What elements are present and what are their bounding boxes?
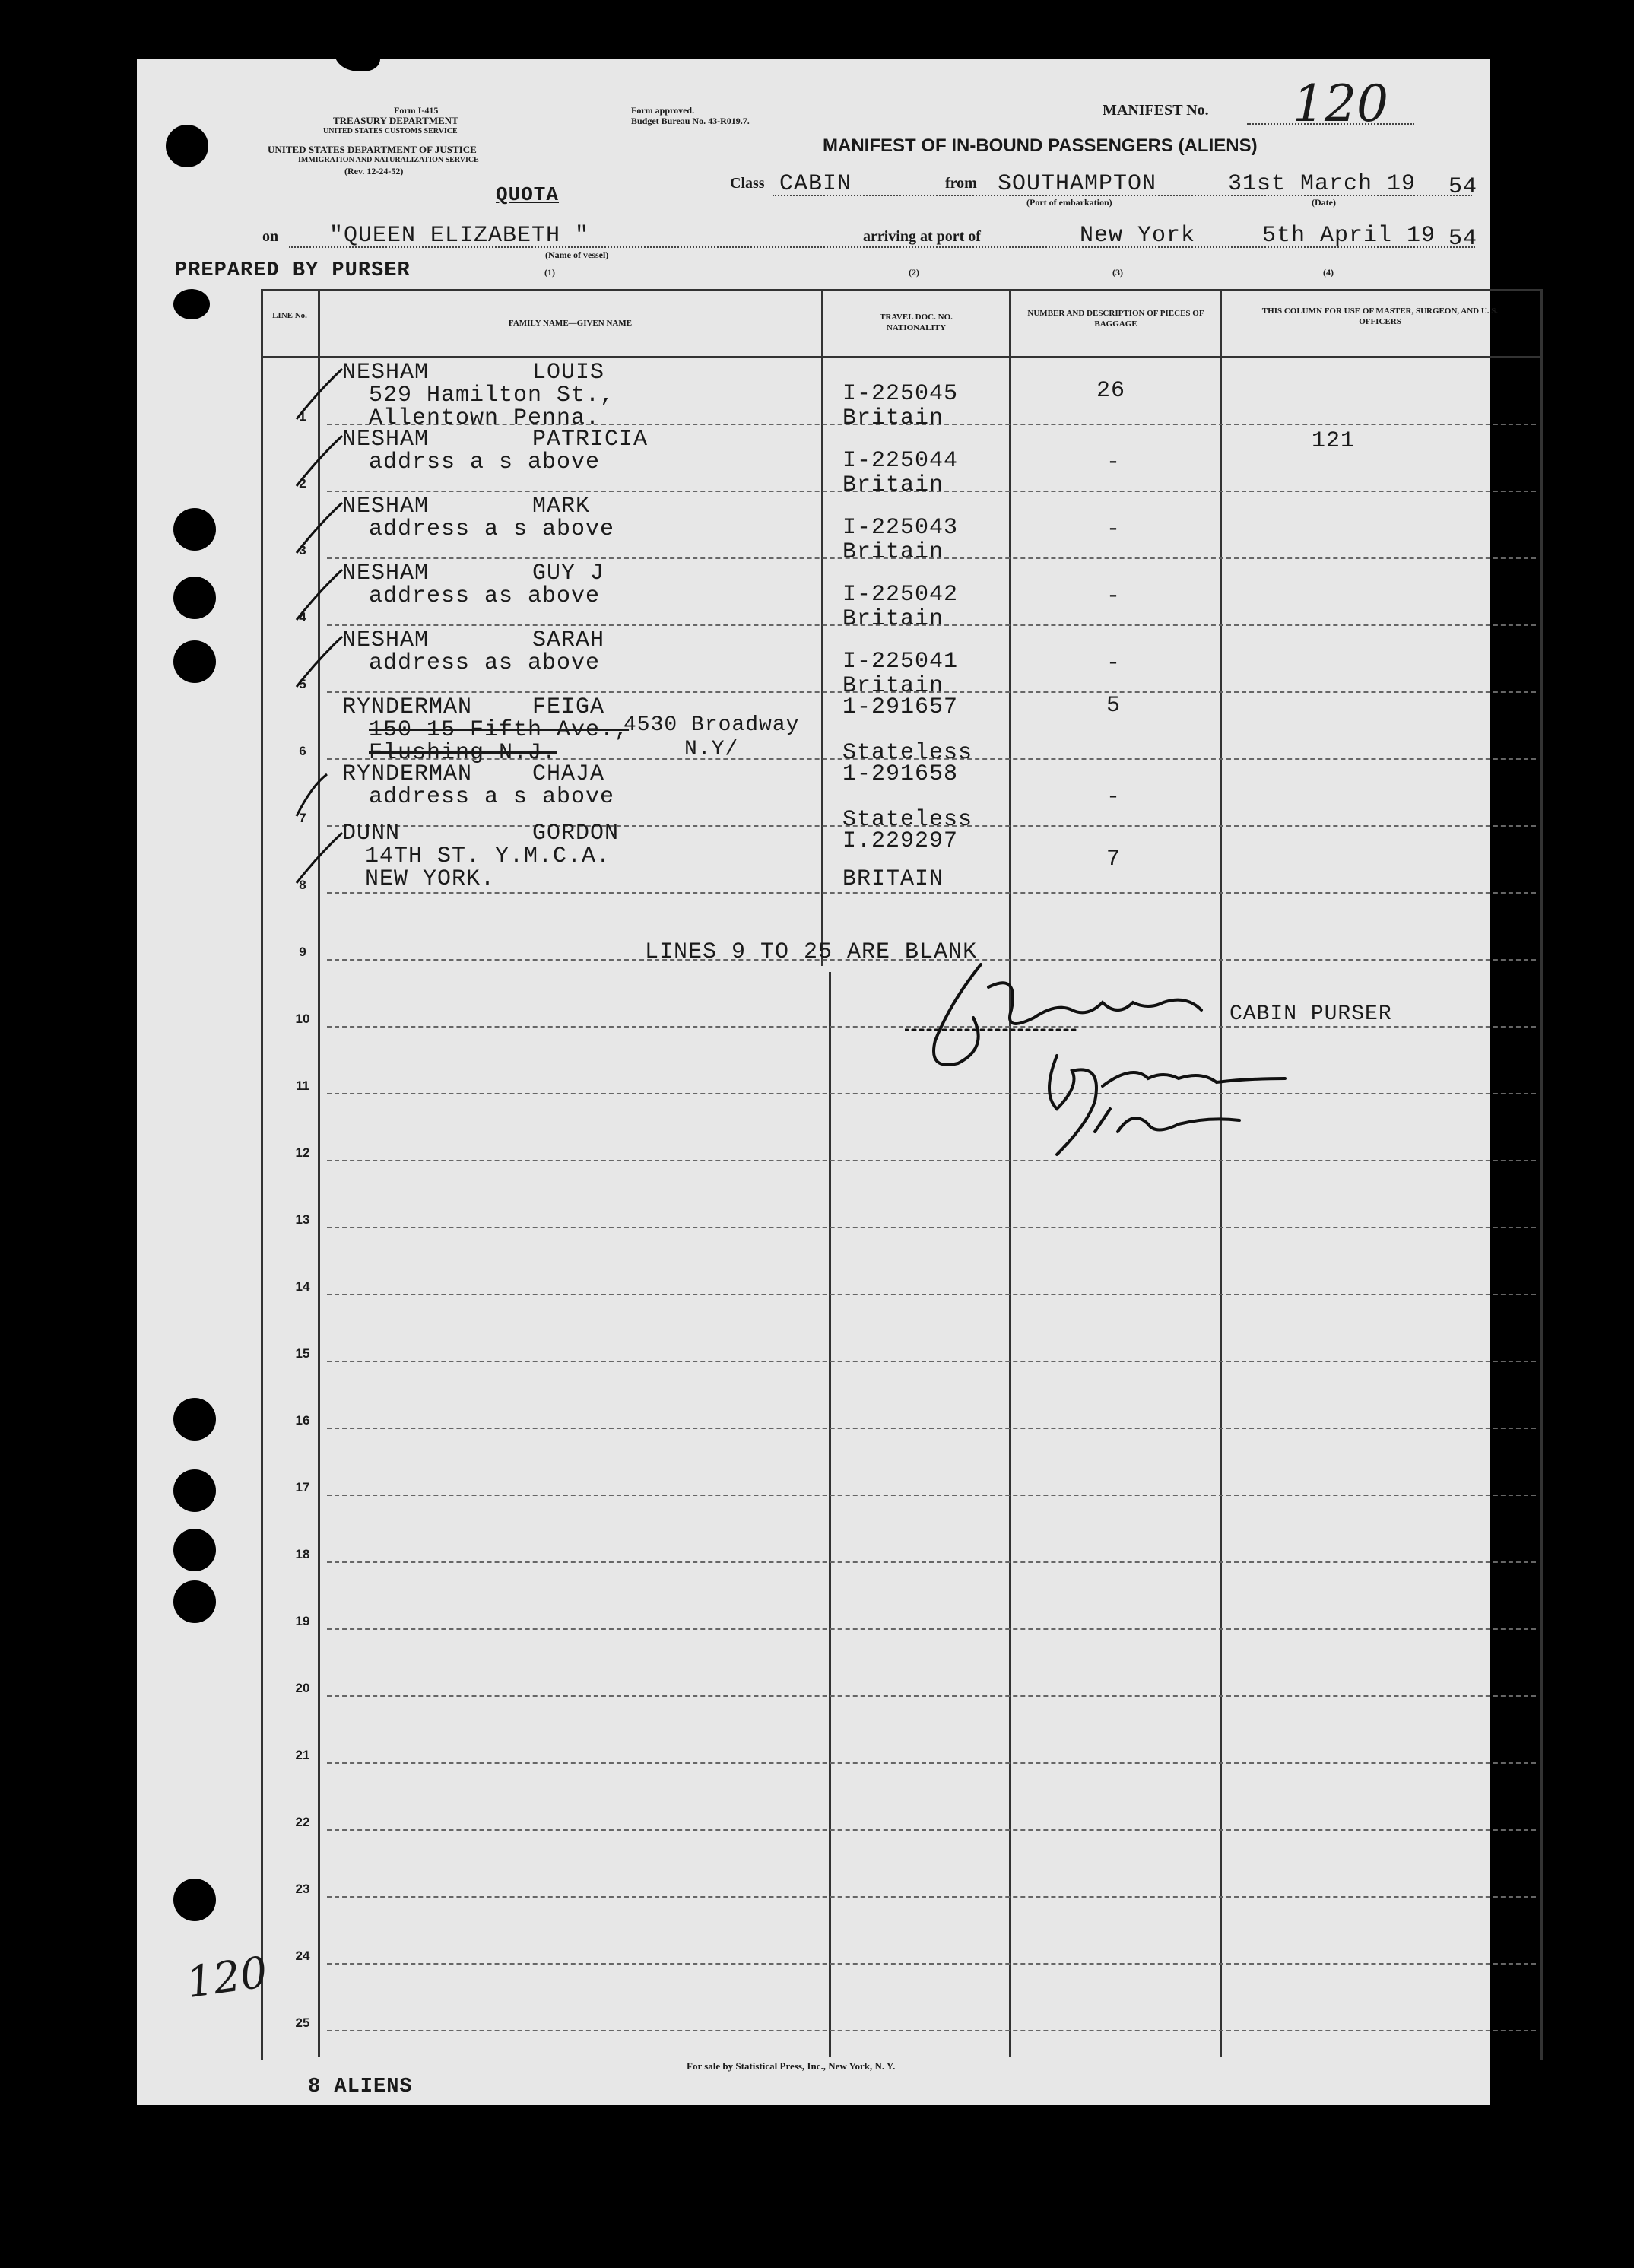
passenger-family-name: NESHAM <box>342 360 430 386</box>
line-number: 2 <box>299 476 306 491</box>
binder-hole <box>173 640 216 683</box>
row-rule <box>327 1428 1536 1429</box>
passenger-address: 14TH ST. Y.M.C.A. <box>365 843 611 869</box>
passenger-address: address a s above <box>369 516 615 542</box>
passenger-address: address as above <box>369 650 601 676</box>
row-rule <box>327 892 1536 894</box>
row-rule <box>327 1561 1536 1563</box>
line-number: 17 <box>295 1480 310 1495</box>
passenger-nationality: BRITAIN <box>842 866 944 892</box>
col-header-officers: THIS COLUMN FOR USE OF MASTER, SURGEON, AND U. S. OFFICERS <box>1261 307 1499 326</box>
vessel-name: "QUEEN ELIZABETH " <box>329 223 590 249</box>
passenger-family-name: NESHAM <box>342 427 430 453</box>
line-number: 6 <box>299 744 306 758</box>
line-number: 9 <box>299 945 306 959</box>
arrival-port: New York <box>1080 223 1196 249</box>
caption-3: (3) <box>1112 267 1123 278</box>
form-approved: Form approved. <box>631 105 695 116</box>
from-label: from <box>945 175 977 192</box>
binder-hole <box>173 289 210 319</box>
passenger-address: address as above <box>369 583 601 609</box>
caption-2: (2) <box>909 267 919 278</box>
check-marks <box>289 360 365 907</box>
passenger-family-name: RYNDERMAN <box>342 694 473 720</box>
row-rule <box>327 1227 1536 1228</box>
line-number: 1 <box>299 409 306 424</box>
passenger-family-name: RYNDERMAN <box>342 761 473 787</box>
binder-hole <box>173 577 216 619</box>
line-number: 3 <box>299 543 306 557</box>
line-number: 15 <box>295 1346 310 1361</box>
table-header-rule <box>261 356 1540 358</box>
line-number: 8 <box>299 878 306 892</box>
row-rule <box>327 1628 1536 1630</box>
row-rule <box>327 1829 1536 1831</box>
passenger-given-name: GORDON <box>532 821 620 847</box>
manifest-no-label: MANIFEST No. <box>1103 102 1209 119</box>
line-number: 25 <box>295 2015 310 2030</box>
quota-label: QUOTA <box>496 183 560 206</box>
budget-bureau: Budget Bureau No. 43-R019.7. <box>631 116 750 126</box>
sail-year: 54 <box>1448 174 1478 200</box>
date-caption: (Date) <box>1312 197 1336 208</box>
manifest-title: MANIFEST OF IN-BOUND PASSENGERS (ALIENS) <box>823 135 1258 156</box>
col-header-baggage: NUMBER AND DESCRIPTION OF PIECES OF BAGGAGE <box>1027 309 1204 329</box>
line-number: 19 <box>295 1614 310 1628</box>
class-label: Class <box>730 175 765 192</box>
justice-dept: UNITED STATES DEPARTMENT OF JUSTICE <box>268 144 477 155</box>
line-number: 14 <box>295 1279 310 1294</box>
port-embark-caption: (Port of embarkation) <box>1026 197 1112 208</box>
line-number: 5 <box>299 677 306 691</box>
form-number: Form I-415 <box>394 105 439 116</box>
customs-service: UNITED STATES CUSTOMS SERVICE <box>323 127 458 135</box>
row-rule <box>327 1896 1536 1898</box>
ins: IMMIGRATION AND NATURALIZATION SERVICE <box>298 156 479 164</box>
revision: (Rev. 12-24-52) <box>344 166 404 176</box>
passenger-address-corrected-2: N.Y/ <box>684 738 739 761</box>
col-divider-2b <box>829 972 831 2057</box>
manifest-no-line <box>1247 123 1414 125</box>
arriving-label: arriving at port of <box>863 228 981 245</box>
passenger-given-name: PATRICIA <box>532 427 649 453</box>
row-rule <box>327 1695 1536 1697</box>
vessel-caption: (Name of vessel) <box>545 249 609 260</box>
sail-date: 31st March 19 <box>1228 171 1417 197</box>
caption-4: (4) <box>1323 267 1334 278</box>
passenger-address-2-struck: Flushing N.J. <box>369 740 557 766</box>
blank-lines-note: LINES 9 TO 25 ARE BLANK <box>645 939 978 965</box>
arrival-date: 5th April 19 <box>1262 223 1436 249</box>
manifest-page <box>137 59 1499 2105</box>
passenger-nationality: Stateless <box>842 740 973 766</box>
from-value: SOUTHAMPTON <box>998 171 1157 197</box>
passenger-travel-doc: I.229297 <box>842 828 959 854</box>
col-header-name: FAMILY NAME—GIVEN NAME <box>508 319 633 328</box>
passenger-baggage: 26 <box>1096 378 1126 404</box>
line-number: 16 <box>295 1413 310 1428</box>
passenger-address: address a s above <box>369 784 615 810</box>
publisher-note: For sale by Statistical Press, Inc., New York, N. Y. <box>687 2060 896 2072</box>
binder-hole <box>173 508 216 551</box>
passenger-family-name: NESHAM <box>342 494 430 519</box>
manifest-number: 120 <box>1293 75 1388 133</box>
line-number: 21 <box>295 1748 310 1762</box>
binder-hole <box>173 1879 216 1921</box>
margin-number: 120 <box>182 1947 271 2009</box>
passenger-address-2: NEW YORK. <box>365 866 496 892</box>
row-rule <box>327 1762 1536 1764</box>
passenger-nationality: Britain <box>842 472 944 498</box>
passenger-given-name: MARK <box>532 494 591 519</box>
binder-hole <box>166 125 208 167</box>
passenger-address-2: Allentown Penna. <box>369 405 601 431</box>
row-rule <box>327 1294 1536 1295</box>
passenger-travel-doc: I-225043 <box>842 515 959 541</box>
passenger-given-name: CHAJA <box>532 761 605 787</box>
passenger-travel-doc: I-225044 <box>842 448 959 474</box>
passenger-travel-doc: I-225045 <box>842 381 959 407</box>
line-number: 11 <box>296 1078 309 1093</box>
class-line <box>773 195 1472 196</box>
vessel-line <box>289 246 1475 248</box>
binder-hole <box>173 1529 216 1571</box>
row-rule <box>327 1495 1536 1496</box>
passenger-travel-doc: I-225041 <box>842 649 959 675</box>
line-number: 13 <box>295 1212 310 1227</box>
passenger-given-name: SARAH <box>532 627 605 653</box>
row-rule <box>327 1361 1536 1362</box>
total-aliens: 8 ALIENS <box>308 2076 413 2098</box>
passenger-nationality: Britain <box>842 405 944 431</box>
passenger-family-name: NESHAM <box>342 627 430 653</box>
passenger-address: addrss a s above <box>369 449 601 475</box>
line-number: 7 <box>299 811 306 825</box>
passenger-given-name: GUY J <box>532 561 605 586</box>
passenger-nationality: Britain <box>842 606 944 632</box>
passenger-family-name: NESHAM <box>342 561 430 586</box>
passenger-baggage: 5 <box>1106 693 1122 719</box>
treasury-dept: TREASURY DEPARTMENT <box>333 115 458 126</box>
class-value: CABIN <box>779 171 852 197</box>
purser-signature <box>905 957 1331 1200</box>
passenger-address-struck: 150-15 Fifth Ave., <box>369 717 630 743</box>
passenger-family-name: DUNN <box>342 821 401 847</box>
line-number: 24 <box>295 1949 310 1963</box>
passenger-baggage: 7 <box>1106 847 1122 872</box>
passenger-nationality: Britain <box>842 539 944 565</box>
col-divider-2 <box>821 289 823 966</box>
line-number: 18 <box>295 1547 310 1561</box>
prepared-by: PREPARED BY PURSER <box>175 259 411 282</box>
line-number: 20 <box>295 1681 310 1695</box>
passenger-address: 529 Hamilton St., <box>369 383 615 408</box>
passenger-given-name: LOUIS <box>532 360 605 386</box>
passenger-baggage: - <box>1106 784 1122 810</box>
line-number: 22 <box>295 1815 310 1829</box>
officer-note: 121 <box>1312 428 1356 454</box>
passenger-baggage: - <box>1106 650 1122 676</box>
col-header-travel-doc: TRAVEL DOC. NO. NATIONALITY <box>880 313 953 332</box>
line-number: 12 <box>295 1145 310 1160</box>
line-number: 4 <box>299 610 306 624</box>
arrival-year: 54 <box>1448 226 1478 252</box>
passenger-nationality: Britain <box>842 673 944 699</box>
signature-role: CABIN PURSER <box>1229 1002 1392 1026</box>
col-header-line-no: LINE No. <box>272 311 307 320</box>
passenger-travel-doc: 1-291657 <box>842 694 959 720</box>
row-rule <box>327 1963 1536 1965</box>
passenger-travel-doc: I-225042 <box>842 582 959 608</box>
binder-hole <box>173 1580 216 1623</box>
row-rule <box>327 2030 1536 2031</box>
passenger-baggage: - <box>1106 449 1122 475</box>
on-label: on <box>262 228 279 245</box>
line-number: 10 <box>295 1012 310 1026</box>
passenger-given-name: FEIGA <box>532 694 605 720</box>
line-number: 23 <box>295 1882 310 1896</box>
binder-hole <box>173 1469 216 1512</box>
binder-hole <box>173 1398 216 1441</box>
passenger-travel-doc: 1-291658 <box>842 761 959 787</box>
passenger-baggage: - <box>1106 583 1122 609</box>
passenger-nationality: Stateless <box>842 807 973 833</box>
caption-1: (1) <box>544 267 555 278</box>
passenger-address-corrected: 4530 Broadway <box>623 713 800 737</box>
passenger-baggage: - <box>1106 516 1122 542</box>
